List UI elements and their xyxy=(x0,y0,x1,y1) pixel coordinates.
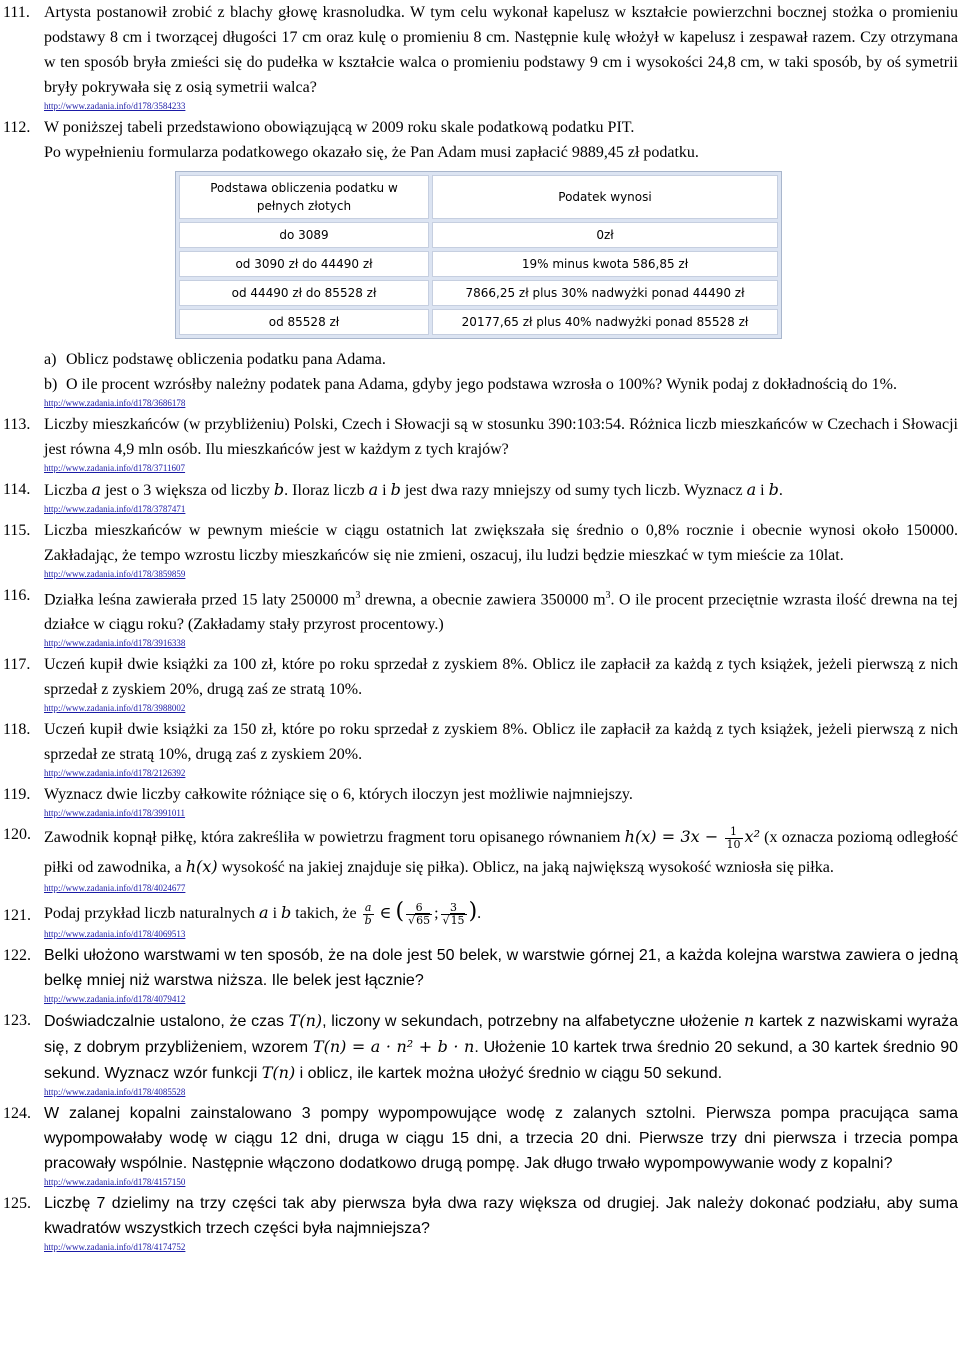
separator: ; xyxy=(434,905,439,923)
text-run: i xyxy=(268,905,282,923)
problem-number: 117. xyxy=(3,656,31,674)
close-paren: ) xyxy=(468,899,478,925)
problem-number: 118. xyxy=(3,721,31,739)
subpart-label: b) xyxy=(44,376,58,393)
problem-121 xyxy=(0,897,960,940)
text-run: i oblicz, ile kartek można ułożyć średnio w ciągu 50 sekund. xyxy=(295,1065,723,1083)
math-var: b xyxy=(273,480,285,499)
problem-number: 122. xyxy=(3,947,31,965)
formula: T(n) = a · n² + b · n xyxy=(312,1037,475,1057)
problem-number: 121. xyxy=(3,907,31,925)
problem-link[interactable]: http://www.zadania.info/d178/2126392 xyxy=(44,768,186,779)
problem-117 xyxy=(0,652,960,714)
problem-link[interactable]: http://www.zadania.info/d178/4079412 xyxy=(44,994,186,1005)
text-run: jest o 3 większa od liczby xyxy=(101,482,274,499)
text-run: jest dwa razy mniejszy od sumy tych liczb. Wyznacz xyxy=(400,482,747,499)
problem-number: 123. xyxy=(3,1012,31,1030)
superscript: 3 xyxy=(355,590,361,601)
problem-111 xyxy=(0,0,960,112)
problem-119 xyxy=(0,782,960,819)
equation-left: h(x) = 3x − xyxy=(624,827,719,847)
fraction xyxy=(725,826,743,851)
problem-number: 115. xyxy=(3,522,31,539)
problem-text: Wyznacz dwie liczby całkowite różniące się o 6, których iloczyn jest możliwie najmniejszy. xyxy=(44,786,633,804)
math-var: n xyxy=(743,1011,755,1031)
problem-link[interactable]: http://www.zadania.info/d178/4069513 xyxy=(44,929,186,940)
problem-text xyxy=(44,583,958,637)
fraction-denominator: √65 xyxy=(408,914,431,928)
problem-112 xyxy=(0,115,960,165)
problem-text: Liczba mieszkańców w pewnym mieście w ciągu ostatnich lat zwiększała się średnio o 0,8% rocznie i obecnie wynosi około 150000. Zakładając, że tempo wzrostu liczby mieszkańców się nie zmieni, oszacuj, ilu ludzi będzie mieszkać w tym mieście za 10lat. xyxy=(44,522,958,564)
text-run: . Ułożenie 10 kartek trwa średnio 20 sekund, a 30 kartek średnio 90 sekund. Wyznacz wzór funkcji xyxy=(44,1039,958,1083)
problem-text xyxy=(44,477,958,503)
table-cell: do 3089 xyxy=(179,222,429,248)
radicand: 15 xyxy=(450,914,465,928)
text-run: . Iloraz liczb xyxy=(284,482,369,499)
math-var: a xyxy=(368,480,379,499)
math-var: a xyxy=(259,903,269,923)
math-expression: T(n) xyxy=(261,1063,296,1083)
table-cell: od 3090 zł do 44490 zł xyxy=(179,251,429,277)
text-run: drewna, a obecnie zawiera 350000 m xyxy=(360,591,606,609)
table-cell: 19% minus kwota 586,85 zł xyxy=(432,251,778,277)
text-run: Działka leśna zawierała przed 15 laty 250000 m xyxy=(44,591,356,609)
radicand: 65 xyxy=(416,914,431,928)
text-run: . xyxy=(477,905,482,923)
problem-number: 112. xyxy=(3,119,31,136)
problem-link[interactable]: http://www.zadania.info/d178/3991011 xyxy=(44,808,186,819)
subpart-text: O ile procent wzrósłby należny podatek pana Adama, gdyby jego podstawa wzrosła o 100%? Wynik podaj z dokładnością do 1%. xyxy=(66,376,897,393)
problem-number: 114. xyxy=(3,481,31,498)
subpart-text: Oblicz podstawę obliczenia podatku pana Adama. xyxy=(66,351,386,368)
open-paren: ( xyxy=(395,899,405,925)
column-header-tax-amount: Podatek wynosi xyxy=(432,175,778,219)
fraction-numerator: 1 xyxy=(725,826,743,839)
text-run: Doświadczalnie ustalono, że czas xyxy=(44,1013,289,1031)
math-var: a xyxy=(91,480,102,499)
text-run: . O ile procent przeciętnie wzrasta ilość drewna na tej działce w ciągu roku? (Zakładamy stały przyrost procentowy.) xyxy=(44,591,959,634)
element-of-symbol: ∈ xyxy=(379,903,392,923)
text-run: Liczba xyxy=(44,482,92,499)
problem-text xyxy=(44,822,958,882)
math-expression: T(n) xyxy=(288,1011,323,1031)
text-run: i xyxy=(756,482,769,499)
fraction-denominator: 10 xyxy=(726,838,741,852)
problem-link[interactable]: http://www.zadania.info/d178/4174752 xyxy=(44,1242,186,1253)
problem-link[interactable]: http://www.zadania.info/d178/3584233 xyxy=(44,101,186,111)
subpart-b xyxy=(44,372,958,397)
problem-112-subparts xyxy=(0,347,960,409)
fraction xyxy=(406,902,432,927)
problem-text: Liczby mieszkańców (w przybliżeniu) Polski, Czech i Słowacji są w stosunku 390:103:54. Różnica liczb mieszkańców w Czechach i Słowacji jest równa 4,9 mln osób. Ilu mieszkańców jest w każdym z tych krajów? xyxy=(44,416,958,458)
text-run: kartek z nazwiskami wyraża się, z dobrym przybliżeniem, wzorem xyxy=(44,1013,958,1057)
problem-116 xyxy=(0,583,960,649)
text-run: Podaj przykład liczb naturalnych xyxy=(44,905,260,923)
problem-115 xyxy=(0,518,960,580)
problem-text: Liczbę 7 dzielimy na trzy części tak aby pierwsza była dwa razy większa od drugiej. Jak należy dokonać podziału, aby suma kwadratów wszystkich trzech części była najmniejsza? xyxy=(44,1195,958,1238)
table-cell: 0zł xyxy=(432,222,778,248)
problem-number: 113. xyxy=(3,416,31,433)
problem-link[interactable]: http://www.zadania.info/d178/3686178 xyxy=(44,398,186,408)
table-row xyxy=(179,309,778,335)
math-var: b xyxy=(281,903,292,923)
problem-number: 111. xyxy=(3,4,30,21)
column-header-tax-base: Podstawa obliczenia podatku w pełnych złotych xyxy=(179,175,429,219)
problem-number: 125. xyxy=(3,1195,31,1213)
problem-link[interactable]: http://www.zadania.info/d178/4157150 xyxy=(44,1177,186,1188)
problem-link[interactable]: http://www.zadania.info/d178/4024677 xyxy=(44,883,186,894)
text-run: i xyxy=(378,482,391,499)
table-row xyxy=(179,251,778,277)
problem-113 xyxy=(0,412,960,474)
math-expression: h(x) xyxy=(185,857,218,877)
problem-link[interactable]: http://www.zadania.info/d178/4085528 xyxy=(44,1087,186,1098)
problem-114 xyxy=(0,477,960,515)
problem-number: 120. xyxy=(3,826,31,844)
table-cell: od 44490 zł do 85528 zł xyxy=(179,280,429,306)
table-cell: 7866,25 zł plus 30% nadwyżki ponad 44490 zł xyxy=(432,280,778,306)
text-run: wysokość na jakiej znajduje się piłka). Oblicz, na jaką największą wysokość wzniosła się piłka. xyxy=(217,859,834,877)
text-run: , liczony w sekundach, potrzebny na alfabetyczne ułożenie xyxy=(322,1013,744,1031)
problem-125 xyxy=(0,1191,960,1253)
problem-text: W zalanej kopalni zainstalowano 3 pompy wypompowujące wodę z zalanych sztolni. Pierwsza pompa pracująca sama wypompowałaby wodę w ciągu 12 dni, druga w ciągu 15 dni, a trzecia 20 dni. Pierwsze trzy dni pierwsza i trzecia pompa pracowały wspólnie. Następnie włączono dodatkowo drugą pompę. Jak długo trwało wypompowywanie wody z kopalni? xyxy=(44,1105,958,1173)
table-cell: od 85528 zł xyxy=(179,309,429,335)
problem-number: 116. xyxy=(3,587,31,604)
problem-link[interactable]: http://www.zadania.info/d178/3787471 xyxy=(44,504,186,514)
problem-link[interactable]: http://www.zadania.info/d178/3859859 xyxy=(44,569,186,579)
fraction-numerator: a xyxy=(363,902,374,915)
text-run: . xyxy=(778,482,783,499)
table-row xyxy=(179,222,778,248)
problem-123 xyxy=(0,1008,960,1098)
problem-link[interactable]: http://www.zadania.info/d178/3711607 xyxy=(44,463,186,473)
problem-text-continued: Po wypełnieniu formularza podatkowego okazało się, że Pan Adam musi zapłacić 9889,45 zł podatku. xyxy=(44,144,699,161)
problem-text: Uczeń kupił dwie książki za 100 zł, które po roku sprzedał z zyskiem 8%. Oblicz ile zapłacił za każdą z tych książek, jeżeli pierwszą z nich sprzedał z zyskiem 20%, drugą zaś ze stratą 10%. xyxy=(44,656,958,699)
problem-link[interactable]: http://www.zadania.info/d178/3916338 xyxy=(44,638,186,649)
fraction-denominator: b xyxy=(364,914,372,928)
table-row xyxy=(179,280,778,306)
problem-122 xyxy=(0,943,960,1005)
problem-118 xyxy=(0,717,960,779)
problem-text: Uczeń kupił dwie książki za 150 zł, które po roku sprzedał z zyskiem 8%. Oblicz ile zapłacił za każdą z tych książek, jeżeli pierwszą z nich sprzedał ze stratą 10%, drugą zaś z zyskiem 20%. xyxy=(44,721,958,764)
problem-120 xyxy=(0,822,960,894)
problem-number: 124. xyxy=(3,1105,31,1123)
superscript: 3 xyxy=(605,590,611,601)
tax-scale-table xyxy=(175,171,782,339)
problem-text: W poniższej tabeli przedstawiono obowiązującą w 2009 roku skale podatkową podatku PIT. xyxy=(44,119,635,136)
table-cell: 20177,65 zł plus 40% nadwyżki ponad 85528 zł xyxy=(432,309,778,335)
fraction-numerator: 6 xyxy=(406,902,432,915)
fraction xyxy=(441,902,467,927)
math-var: a xyxy=(746,480,757,499)
text-run: (x oznacza poziomą odległość piłki od zawodnika, a xyxy=(44,829,959,877)
fraction-numerator: 3 xyxy=(441,902,467,915)
fraction-a-over-b xyxy=(363,902,374,927)
table-header-row xyxy=(179,175,778,219)
tax-table-wrapper xyxy=(175,171,960,339)
problem-text xyxy=(44,897,958,928)
math-var: b xyxy=(768,480,779,499)
math-var: b xyxy=(390,480,401,499)
subpart-label: a) xyxy=(44,351,57,368)
problem-number: 119. xyxy=(3,786,31,804)
text-run: Zawodnik kopnął piłkę, która zakreśliła w powietrzu fragment toru opisanego równaniem xyxy=(44,829,625,847)
problem-124 xyxy=(0,1101,960,1188)
fraction-denominator: √15 xyxy=(442,914,465,928)
problem-text: Belki ułożono warstwami w ten sposób, że na dole jest 50 belek, w warstwie górnej 21, a każda kolejna warstwa zawiera o jedną belkę mniej niż warstwa niższa. Ile belek jest łącznie? xyxy=(44,947,958,990)
text-run: takich, że xyxy=(291,905,361,923)
equation-right: x² xyxy=(744,827,760,847)
problem-text: Artysta postanowił zrobić z blachy głowę krasnoludka. W tym celu wykonał kapelusz w kształcie powierzchni bocznej stożka o promieniu podstawy 8 cm i tworzącej długości 17 cm oraz kulę o promieniu 8 cm. Następnie kulę włożył w kapelusz i zespawał razem. Czy otrzymana w ten sposób bryła zmieści się do pudełka w kształcie walca o promieniu podstawy 9 cm i wysokości 24,8 cm, w taki sposób, by oś symetrii bryły pokrywała się z osią symetrii walca? xyxy=(44,4,958,96)
problem-link[interactable]: http://www.zadania.info/d178/3988002 xyxy=(44,703,186,714)
problem-text xyxy=(44,1008,958,1086)
subpart-a xyxy=(44,347,958,372)
